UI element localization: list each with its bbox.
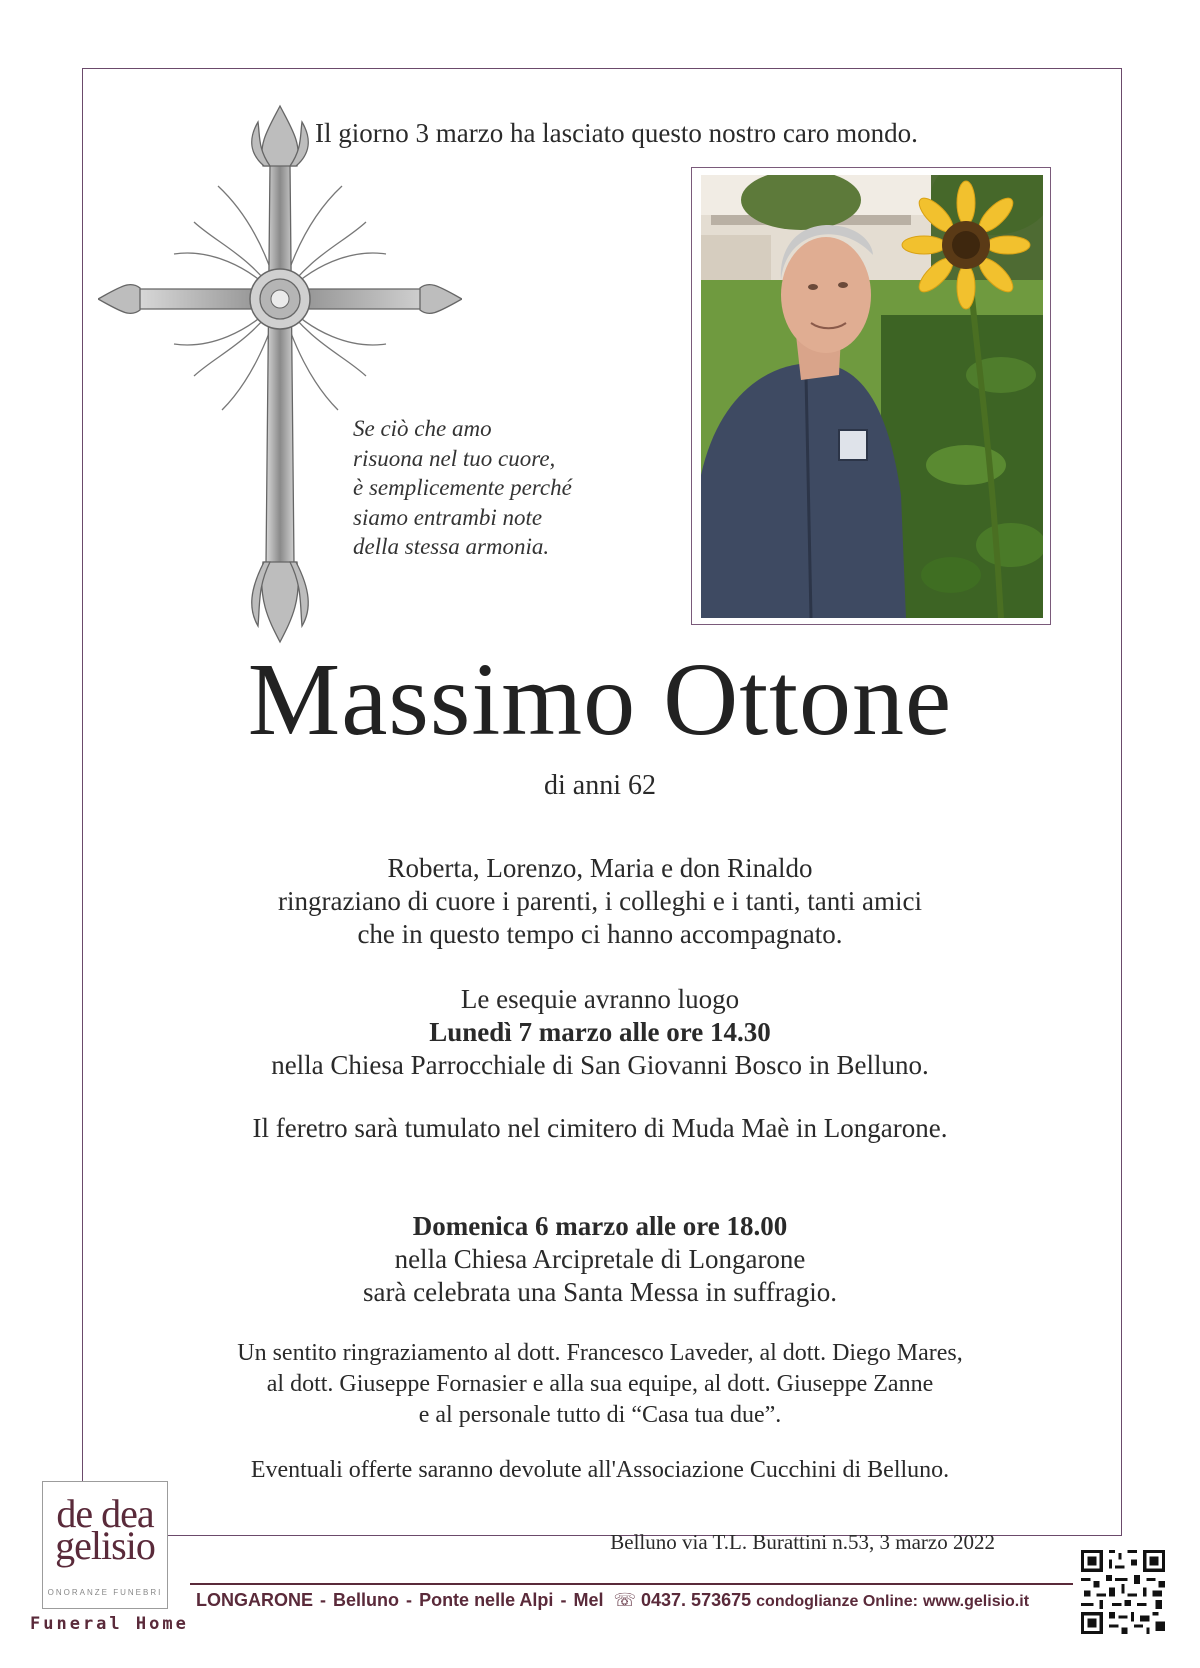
footer-town: Belluno xyxy=(333,1590,400,1610)
funeral-datetime: Lunedì 7 marzo alle ore 14.30 xyxy=(429,1017,771,1047)
poem-line: è semplicemente perché xyxy=(353,475,572,500)
logo-subtitle: ONORANZE FUNEBRI xyxy=(47,1588,163,1597)
intro-sentence: Il giorno 3 marzo ha lasciato questo nostro caro mondo. xyxy=(315,118,918,148)
mass-info xyxy=(0,1210,1200,1309)
poem-line: siamo entrambi note xyxy=(353,504,543,530)
family-thanks xyxy=(0,852,1200,951)
thanks-line: Roberta, Lorenzo, Maria e don Rinaldo xyxy=(387,853,813,883)
poem-line: risuona nel tuo cuore, xyxy=(353,445,556,471)
phone-number[interactable]: 0437. 573675 xyxy=(641,1590,752,1610)
poem-line: della stessa armonia. xyxy=(353,534,550,559)
funeral-info xyxy=(0,983,1200,1082)
cross-illustration xyxy=(98,104,462,644)
thanks-line: ringraziano di cuore i parenti, i colleghi e i tanti, tanti amici xyxy=(277,886,923,916)
address-date: Belluno via T.L. Burattini n.53, 3 marzo 2022 xyxy=(610,1530,995,1554)
poem-line: Se ciò che amo xyxy=(353,416,492,441)
condolences-label: condoglianze Online: xyxy=(756,1593,918,1610)
acknowledgement-line: al dott. Giuseppe Fornasier e alla sua equipe, al dott. Giuseppe Zanne xyxy=(266,1371,934,1397)
burial-info xyxy=(0,1112,1200,1145)
footer-contacts xyxy=(196,1590,1076,1611)
footer-town: LONGARONE xyxy=(196,1590,313,1610)
portrait-photo xyxy=(701,175,1043,618)
footer-town: Mel xyxy=(573,1590,604,1610)
funeral-location: nella Chiesa Parrocchiale di San Giovanni Bosco in Belluno. xyxy=(271,1050,929,1080)
mass-location: nella Chiesa Arcipretale di Longarone xyxy=(394,1244,806,1274)
funeral-intro: Le esequie avranno luogo xyxy=(460,984,740,1014)
mass-datetime: Domenica 6 marzo alle ore 18.00 xyxy=(412,1211,788,1241)
deceased-name: Massimo Ottone xyxy=(247,642,953,757)
qr-code-icon[interactable] xyxy=(1078,1547,1168,1637)
footer-separator: - xyxy=(320,1590,327,1610)
donations-note xyxy=(0,1454,1200,1487)
acknowledgement-line: e al personale tutto di “Casa tua due”. xyxy=(418,1402,782,1428)
donations-text: Eventuali offerte saranno devolute all'Associazione Cucchini di Belluno. xyxy=(250,1457,950,1483)
deceased-age: di anni 62 xyxy=(544,770,656,801)
footer-separator: - xyxy=(560,1590,567,1610)
website-link[interactable]: www.gelisio.it xyxy=(922,1593,1030,1610)
company-logo xyxy=(42,1481,168,1609)
logo-line-2: gelisio xyxy=(55,1523,155,1568)
footer-separator: - xyxy=(406,1590,413,1610)
portrait-frame xyxy=(691,167,1051,625)
thanks-line: che in questo tempo ci hanno accompagnato. xyxy=(357,919,843,949)
footer-town: Ponte nelle Alpi xyxy=(419,1590,554,1610)
telephone-icon: ☏ xyxy=(608,1590,636,1610)
mass-description: sarà celebrata una Santa Messa in suffragio. xyxy=(362,1277,838,1307)
logo-line-1: de dea xyxy=(56,1491,154,1536)
poem xyxy=(353,414,673,562)
footer-divider xyxy=(190,1583,1073,1585)
funeral-home-label: Funeral Home xyxy=(30,1614,189,1634)
acknowledgements xyxy=(0,1338,1200,1431)
burial-text: Il feretro sarà tumulato nel cimitero di Muda Maè in Longarone. xyxy=(252,1113,948,1143)
acknowledgement-line: Un sentito ringraziamento al dott. Francesco Laveder, al dott. Diego Mares, xyxy=(237,1340,963,1366)
